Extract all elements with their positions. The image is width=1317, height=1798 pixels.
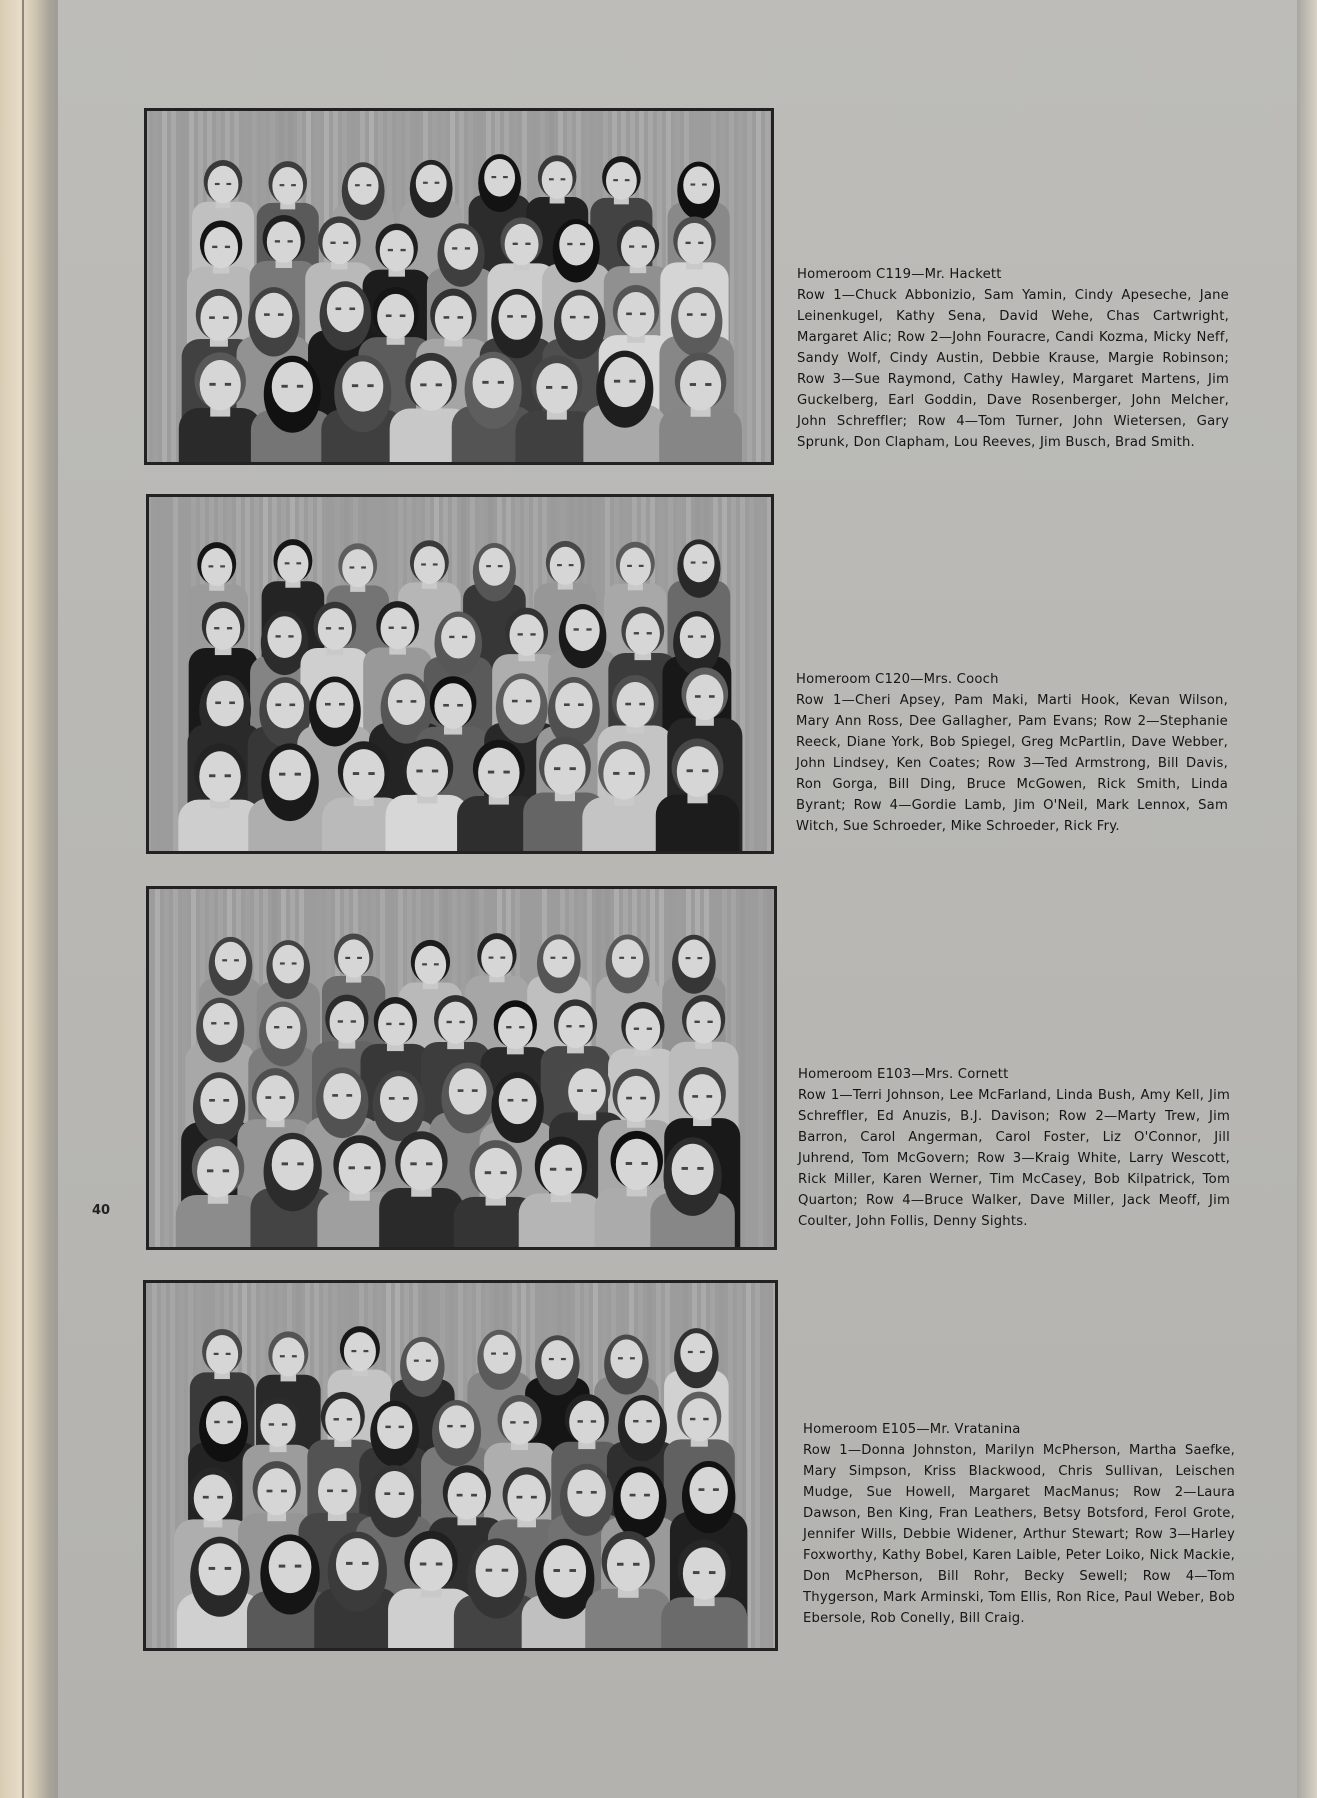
page-number: 40 <box>92 1203 111 1218</box>
homeroom-caption-e105 <box>803 1419 1235 1629</box>
homeroom-title: Homeroom E103—Mrs. Cornett <box>798 1067 1009 1082</box>
homeroom-photo-c119 <box>144 108 774 465</box>
homeroom-title: Homeroom E105—Mr. Vratanina <box>803 1422 1021 1437</box>
homeroom-names: Row 1—Chuck Abbonizio, Sam Yamin, Cindy Apeseche, Jane Leinenkugel, Kathy Sena, David Wehe, Chas Cartwright, Margaret Alic; Row 2—John Fouracre, Candi Kozma, Micky Neff, Sandy Wolf, Cindy Austin, Debbie Krause, Margie Robinson; Row 3—Sue Raymond, Cathy Hawley, Margaret Martens, Jim Guckelberg, Earl Goddin, Dave Rosenberger, John Melcher, John Schreffler; Row 4—Tom Turner, John Wietersen, Gary Sprunk, Don Clapham, Lou Reeves, Jim Busch, Brad Smith. <box>797 288 1229 450</box>
homeroom-photo-e105 <box>143 1280 778 1651</box>
homeroom-title: Homeroom C119—Mr. Hackett <box>797 267 1002 282</box>
homeroom-caption-c119 <box>797 264 1229 453</box>
group-photo-image <box>143 1280 778 1651</box>
homeroom-caption-c120 <box>796 669 1228 837</box>
homeroom-photo-e103 <box>146 886 777 1250</box>
homeroom-names: Row 1—Cheri Apsey, Pam Maki, Marti Hook, Kevan Wilson, Mary Ann Ross, Dee Gallagher, Pam Evans; Row 2—Stephanie Reeck, Diane York, Bob Spiegel, Greg McPartlin, Dave Webber, John Lindsey, Ken Coates; Row 3—Ted Armstrong, Bill Davis, Ron Gorga, Bill Ding, Bruce McGowen, Rick Smith, Linda Byrant; Row 4—Gordie Lamb, Jim O'Neil, Mark Lennox, Sam Witch, Sue Schroeder, Mike Schroeder, Rick Fry. <box>796 693 1228 834</box>
group-photo-image <box>146 494 774 854</box>
homeroom-names: Row 1—Terri Johnson, Lee McFarland, Linda Bush, Amy Kell, Jim Schreffler, Ed Anuzis, B.J. Davison; Row 2—Marty Trew, Jim Barron, Carol Angerman, Carol Foster, Liz O'Connor, Jill Juhrend, Tom McGovern; Row 3—Kraig White, Larry Wescott, Rick Miller, Karen Werner, Tim McCasey, Bob Kilpatrick, Tom Quarton; Row 4—Bruce Walker, Dave Miller, Jack Meoff, Jim Coulter, John Follis, Denny Sights. <box>798 1088 1230 1229</box>
homeroom-photo-c120 <box>146 494 774 854</box>
page-right-edge <box>1297 0 1317 1798</box>
book-binding-edge <box>0 0 58 1798</box>
group-photo-image <box>146 886 777 1250</box>
group-photo-image <box>144 108 774 465</box>
homeroom-names: Row 1—Donna Johnston, Marilyn McPherson, Martha Saefke, Mary Simpson, Kriss Blackwood, Chris Sullivan, Leischen Mudge, Sue Howell, Margaret MacManus; Row 2—Laura Dawson, Ben King, Fran Leathers, Betsy Botsford, Ferol Grote, Jennifer Wills, Debbie Widener, Arthur Stewart; Row 3—Harley Foxworthy, Kathy Bobel, Karen Laible, Peter Loiko, Nick Mackie, Don McPherson, Bill Rohr, Becky Sewell; Row 4—Tom Thygerson, Mark Arminski, Tom Ellis, Ron Rice, Paul Weber, Bob Ebersole, Rob Conelly, Bill Craig. <box>803 1443 1235 1626</box>
homeroom-title: Homeroom C120—Mrs. Cooch <box>796 672 999 687</box>
homeroom-caption-e103 <box>798 1064 1230 1232</box>
yearbook-page <box>58 0 1297 1798</box>
